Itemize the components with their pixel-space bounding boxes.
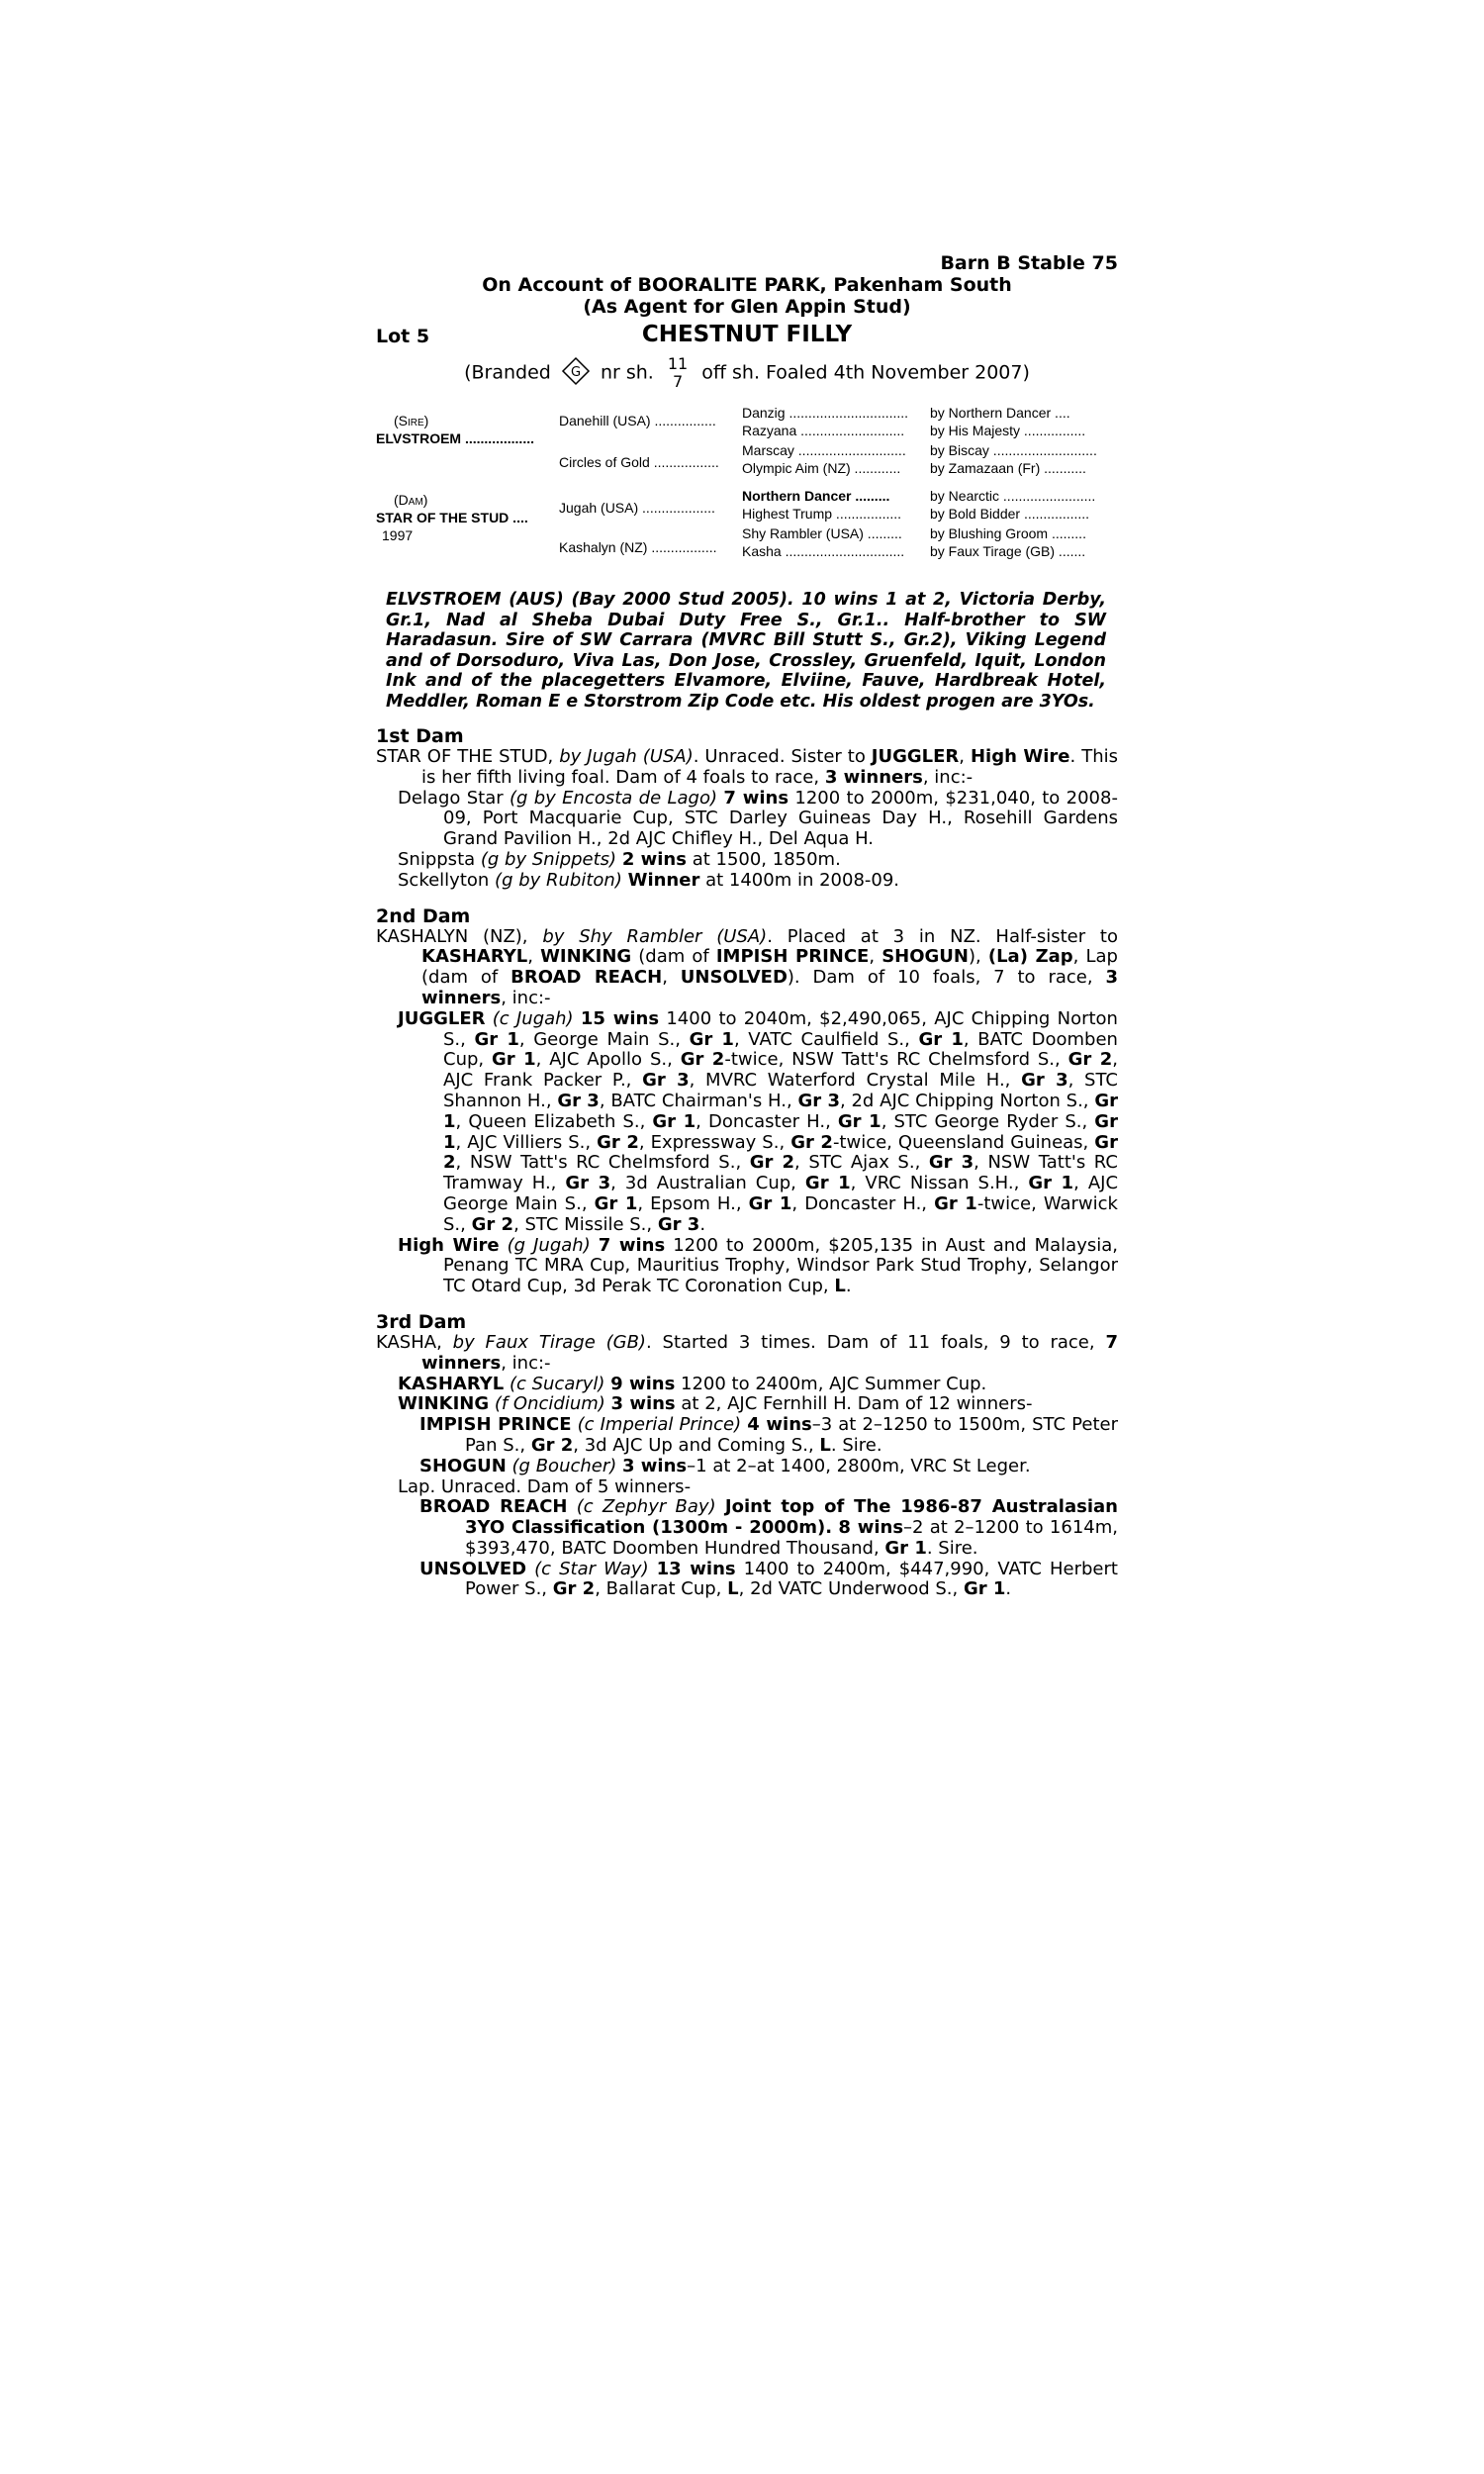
ggg-7: by Faux Tirage (GB) ....... [930,543,1086,559]
progeny-juggler: JUGGLER (c Jugah) 15 wins 1400 to 2040m, $2,490,065, AJC Chipping Norton S., Gr 1, George Main S., Gr 1, VATC Caulfield S., Gr 1, BATC Doomben Cup, Gr 1, AJC Apollo S., Gr 2-twice, NSW Tatt's RC Chelmsford S., Gr 2, AJC Frank Packer P., Gr 3, MVRC Waterford Crystal Mile H., Gr 3, STC Shannon H., Gr 3, BATC Chairman's H., Gr 3, 2d AJC Chipping Norton S., Gr 1, Queen Elizabeth S., Gr 1, Doncaster H., Gr 1, STC George Ryder S., Gr 1, AJC Villiers S., Gr 2, Expressway S., Gr 2-twice, Queensland Guineas, Gr 2, NSW Tatt's RC Chelmsford S., Gr 2, STC Ajax S., Gr 3, NSW Tatt's RC Tramway H., Gr 3, 3d Australian Cup, Gr 1, VRC Nissan S.H., Gr 1, AJC George Main S., Gr 1, Epsom H., Gr 1, Doncaster H., Gr 1-twice, Warwick S., Gr 2, STC Missile S., Gr 3. [398,1007,1119,1235]
ggg-1: by His Majesty ................ [930,423,1086,438]
gg-5: Highest Trump ................. [742,506,902,522]
grandsire-1: Danehill (USA) ................ [559,413,716,428]
brand-fraction-bottom: 7 [672,372,684,391]
gg-2: Marscay ............................ [742,442,906,458]
ggg-2: by Biscay ........................... [930,442,1097,458]
brand-mark-letter: G [570,364,581,380]
first-dam-heading: 1st Dam [376,725,464,747]
gg-6: Shy Rambler (USA) ......... [742,525,902,541]
vendor-line: On Account of BOORALITE PARK, Pakenham South [482,274,1012,296]
third-dam-heading: 3rd Dam [376,1310,467,1333]
ggg-5: by Bold Bidder ................. [930,506,1090,522]
progeny-kasharyl: KASHARYL (c Sucaryl) 9 wins 1200 to 2400m, AJC Summer Cup. [398,1373,987,1394]
dam-tag: (Dam) [394,492,428,508]
progeny-delago-star: Delago Star (g by Encosta de Lago) 7 wins 1200 to 2000m, $231,040, to 2008-09, Port Macquarie Cup, STC Darley Guineas Day H., Rosehill Gardens Grand Pavilion H., 2d AJC Chifley H., Del Aqua H. [398,787,1118,850]
gg-7: Kasha ............................... [742,543,905,559]
barn-stable: Barn B Stable 75 [940,252,1118,274]
progeny-shogun: SHOGUN (g Boucher) 3 wins–1 at 2–at 1400, 2800m, VRC St Leger. [419,1455,1031,1476]
brand-line [376,355,1118,395]
brand-mark-icon [561,356,591,391]
brand-fraction [668,355,688,391]
branded-label: (Branded [464,361,551,384]
progeny-sckellyton: Sckellyton (g by Rubiton) Winner at 1400m in 2008-09. [398,869,900,891]
pedigree-table [376,405,1118,578]
second-dam-heading: 2nd Dam [376,904,471,927]
lot-number: Lot 5 [376,326,430,347]
first-dam-paragraph: STAR OF THE STUD, by Jugah (USA). Unraced. Sister to JUGGLER, High Wire. This is her fifth living foal. Dam of 4 foals to race, 3 winners, inc:- [376,746,1118,788]
second-dam-paragraph: KASHALYN (NZ), by Shy Rambler (USA). Placed at 3 in NZ. Half-sister to KASHARYL, WINKING (dam of IMPISH PRINCE, SHOGUN), (La) Zap, Lap (dam of BROAD REACH, UNSOLVED). Dam of 10 foals, 7 to race, 3 winners, inc:- [376,925,1118,1008]
lot-row [376,322,1118,351]
gg-3: Olympic Aim (NZ) ............ [742,460,901,476]
granddam-2: Kashalyn (NZ) ................. [559,539,717,555]
dam-name: STAR OF THE STUD .... [376,510,528,525]
gg-0: Danzig ............................... [742,405,909,421]
progeny-lap: Lap. Unraced. Dam of 5 winners- [398,1475,692,1497]
progeny-impish-prince: IMPISH PRINCE (c Imperial Prince) 4 wins–3 at 2–1250 to 1500m, STC Peter Pan S., Gr 2, 3d AJC Up and Coming S., L. Sire. [419,1414,1118,1456]
ggg-4: by Nearctic ........................ [930,488,1096,504]
granddam-1: Circles of Gold ................. [559,454,719,470]
catalogue-page [376,252,1118,1600]
ggg-0: by Northern Dancer .... [930,405,1070,421]
ggg-6: by Blushing Groom ......... [930,525,1086,541]
progeny-broad-reach: BROAD REACH (c Zephyr Bay) Joint top of The 1986-87 Australasian 3YO Classification (1300m - 2000m). 8 wins–2 at 2–1200 to 1614m, $393,470, BATC Doomben Hundred Thousand, Gr 1. Sire. [419,1496,1118,1559]
gg-1: Razyana ........................... [742,423,905,438]
grandsire-2: Jugah (USA) ................... [559,500,715,516]
sire-tag: (Sire) [394,413,429,428]
progeny-winking: WINKING (f Oncidium) 3 wins at 2, AJC Fernhill H. Dam of 12 winners- [398,1393,1033,1415]
progeny-unsolved: UNSOLVED (c Star Way) 13 wins 1400 to 2400m, $447,990, VATC Herbert Power S., Gr 2, Ballarat Cup, L, 2d VATC Underwood S., Gr 1. [419,1558,1118,1600]
ggg-3: by Zamazaan (Fr) ........... [930,460,1086,476]
gg-4: Northern Dancer ......... [742,488,890,504]
progeny-snippsta: Snippsta (g by Snippets) 2 wins at 1500, 1850m. [398,848,841,870]
lot-title: CHESTNUT FILLY [641,322,853,347]
dam-year: 1997 [382,527,414,543]
brand-nr-sh: nr sh. [600,361,654,384]
sire-note: ELVSTROEM (AUS) (Bay 2000 Stud 2005). 10 wins 1 at 2, Victoria Derby, Gr.1, Nad al Sheba Dubai Duty Free S., Gr.1.. Half-brother to SW Haradasun. Sire of SW Carrara (MVRC Bill Stutt S., Gr.2), Viking Legend and of Dorsoduro, Viva Las, Don Jose, Crossley, Gruenfeld, Iquit, London Ink and of the placegetters Elvamore, Elviine, Fauve, Hardbreak Hotel, Meddler, Roman E e Storstrom Zip Code etc. His oldest progen are 3YOs. [386,590,1106,712]
third-dam-paragraph: KASHA, by Faux Tirage (GB). Started 3 times. Dam of 11 foals, 9 to race, 7 winners, inc:- [376,1331,1118,1374]
brand-fraction-top: 11 [667,354,689,373]
foaled-date: off sh. Foaled 4th November 2007) [701,361,1030,384]
sire-name: ELVSTROEM .................. [376,430,534,446]
progeny-high-wire: High Wire (g Jugah) 7 wins 1200 to 2000m, $205,135 in Aust and Malaysia, Penang TC MRA Cup, Mauritius Trophy, Windsor Park Stud Trophy, Selangor TC Otard Cup, 3d Perak TC Coronation Cup, L. [398,1234,1118,1297]
agent-line: (As Agent for Glen Appin Stud) [583,296,911,318]
